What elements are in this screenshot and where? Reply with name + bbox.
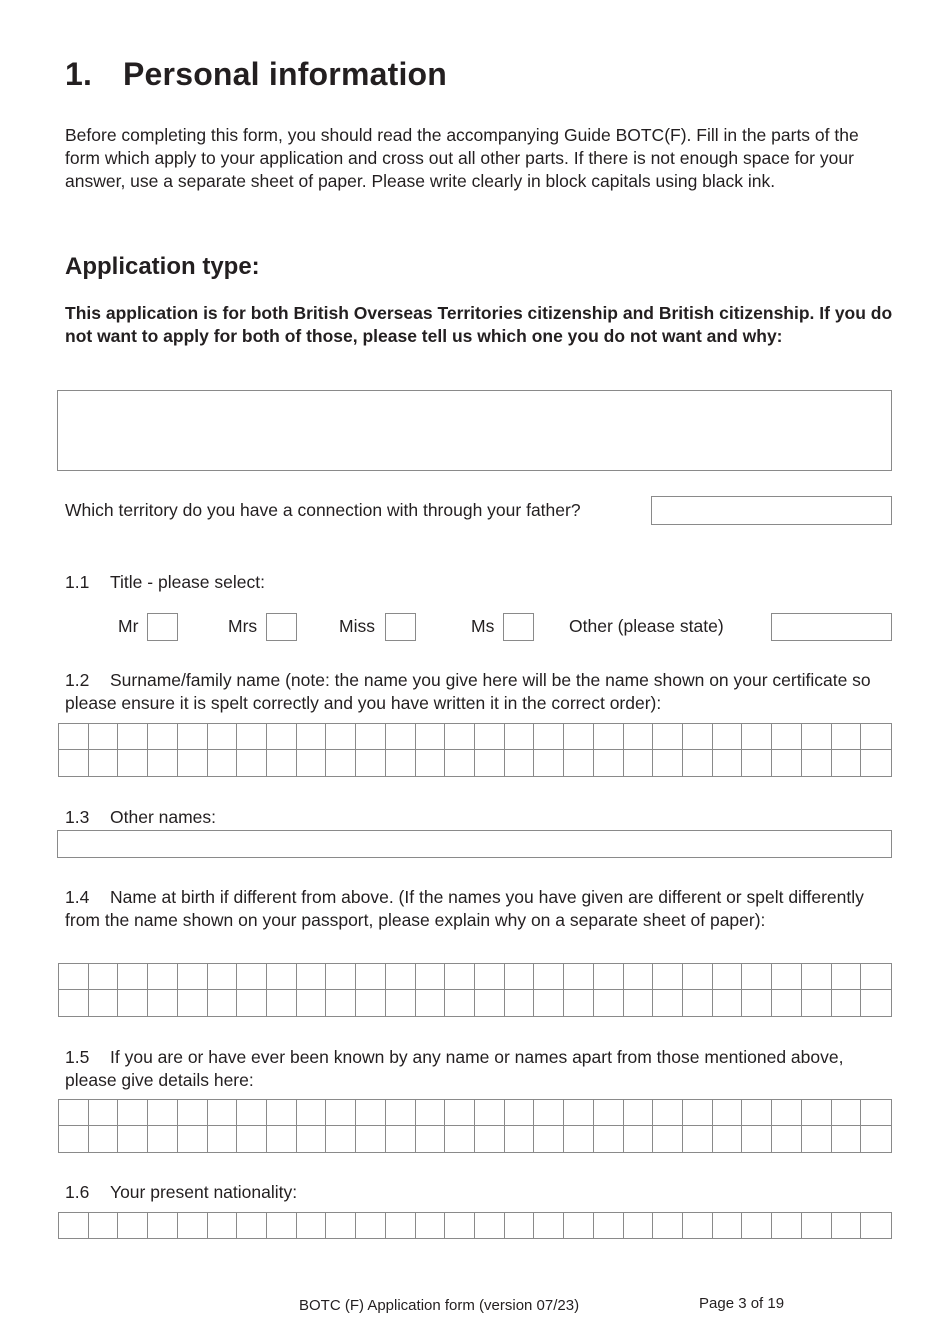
intro-text: Before completing this form, you should read the accompanying Guide BOTC(F). Fill in the parts of the form which apply to your application and cross out all other parts. If there is not enough space for your answer, use a separate sheet of paper. Please write clearly in block capitals using black ink.	[65, 125, 859, 191]
character-box[interactable]	[416, 750, 446, 776]
character-box[interactable]	[594, 724, 624, 750]
character-box[interactable]	[861, 1100, 891, 1126]
character-box[interactable]	[475, 990, 505, 1016]
character-box[interactable]	[475, 1213, 505, 1238]
character-box[interactable]	[861, 1126, 891, 1152]
character-box[interactable]	[416, 1126, 446, 1152]
character-box[interactable]	[267, 990, 297, 1016]
nationality-grid[interactable]	[58, 1212, 892, 1239]
character-box[interactable]	[386, 724, 416, 750]
character-box[interactable]	[594, 1126, 624, 1152]
title-other-field[interactable]	[771, 613, 892, 641]
character-box[interactable]	[594, 990, 624, 1016]
character-box[interactable]	[356, 990, 386, 1016]
character-box[interactable]	[148, 990, 178, 1016]
character-box[interactable]	[475, 964, 505, 990]
character-box[interactable]	[624, 1213, 654, 1238]
application-type-heading: Application type:	[65, 253, 260, 280]
character-box[interactable]	[89, 1126, 119, 1152]
character-box[interactable]	[653, 724, 683, 750]
character-box[interactable]	[683, 724, 713, 750]
character-box[interactable]	[356, 1213, 386, 1238]
character-box[interactable]	[683, 1100, 713, 1126]
character-box[interactable]	[445, 990, 475, 1016]
character-box[interactable]	[475, 1126, 505, 1152]
character-box[interactable]	[59, 1126, 89, 1152]
character-box[interactable]	[475, 724, 505, 750]
territory-label: Which territory do you have a connection with through your father?	[65, 500, 581, 520]
q1-5-number: 1.5	[65, 1047, 90, 1067]
character-box[interactable]	[445, 1100, 475, 1126]
character-box[interactable]	[772, 724, 802, 750]
character-box[interactable]	[713, 990, 743, 1016]
character-box[interactable]	[178, 724, 208, 750]
character-box[interactable]	[267, 750, 297, 776]
character-box[interactable]	[832, 1100, 862, 1126]
character-box[interactable]	[178, 750, 208, 776]
character-box[interactable]	[356, 1100, 386, 1126]
character-box[interactable]	[208, 750, 238, 776]
character-box[interactable]	[59, 750, 89, 776]
character-box[interactable]	[505, 990, 535, 1016]
character-box[interactable]	[713, 1100, 743, 1126]
character-box[interactable]	[534, 724, 564, 750]
character-box[interactable]	[534, 964, 564, 990]
character-box[interactable]	[445, 1213, 475, 1238]
character-box[interactable]	[534, 750, 564, 776]
q1-2-label: Surname/family name (note: the name you give here will be the name shown on your certificate so please ensure it is spelt correctly and you have written it in the correct order):	[65, 670, 871, 713]
character-box[interactable]	[267, 1126, 297, 1152]
q1-4-question	[65, 886, 895, 932]
character-box[interactable]	[683, 1213, 713, 1238]
character-box[interactable]	[861, 990, 891, 1016]
q1-5-label: If you are or have ever been known by any name or names apart from those mentioned above, please give details here:	[65, 1047, 844, 1090]
character-box[interactable]	[59, 990, 89, 1016]
character-box[interactable]	[208, 724, 238, 750]
character-box[interactable]	[445, 964, 475, 990]
character-box[interactable]	[713, 1126, 743, 1152]
character-box[interactable]	[742, 964, 772, 990]
character-box[interactable]	[267, 1100, 297, 1126]
character-box[interactable]	[386, 1100, 416, 1126]
character-box[interactable]	[653, 990, 683, 1016]
character-box[interactable]	[326, 750, 356, 776]
character-box[interactable]	[178, 1213, 208, 1238]
character-box[interactable]	[742, 1100, 772, 1126]
name-at-birth-grid[interactable]	[58, 963, 892, 1017]
character-box[interactable]	[118, 964, 148, 990]
character-box[interactable]	[683, 1126, 713, 1152]
character-box[interactable]	[386, 964, 416, 990]
character-box[interactable]	[89, 990, 119, 1016]
character-box[interactable]	[683, 990, 713, 1016]
character-box[interactable]	[475, 1100, 505, 1126]
character-box[interactable]	[326, 1100, 356, 1126]
character-box[interactable]	[297, 1100, 327, 1126]
character-box[interactable]	[624, 990, 654, 1016]
character-box[interactable]	[118, 1100, 148, 1126]
character-box[interactable]	[832, 1126, 862, 1152]
character-box[interactable]	[267, 1213, 297, 1238]
character-box[interactable]	[59, 1100, 89, 1126]
character-box[interactable]	[416, 724, 446, 750]
character-box[interactable]	[742, 1126, 772, 1152]
character-box[interactable]	[564, 1213, 594, 1238]
character-box[interactable]	[653, 1126, 683, 1152]
character-box[interactable]	[237, 990, 267, 1016]
character-box[interactable]	[832, 990, 862, 1016]
character-box[interactable]	[445, 724, 475, 750]
character-box[interactable]	[59, 724, 89, 750]
title-option-miss-label: Miss	[339, 616, 375, 636]
q1-4-label: Name at birth if different from above. (If the names you have given are different or spelt differently from the name shown on your passport, please explain why on a separate sheet of paper):	[65, 887, 864, 930]
character-box[interactable]	[594, 1213, 624, 1238]
character-box[interactable]	[505, 964, 535, 990]
character-box[interactable]	[326, 990, 356, 1016]
character-box[interactable]	[356, 1126, 386, 1152]
character-box[interactable]	[653, 1213, 683, 1238]
character-box[interactable]	[178, 1126, 208, 1152]
q1-4-number: 1.4	[65, 887, 90, 907]
character-box[interactable]	[505, 724, 535, 750]
character-box[interactable]	[118, 724, 148, 750]
character-box[interactable]	[683, 750, 713, 776]
application-type-answer-field[interactable]	[57, 390, 892, 471]
character-box[interactable]	[802, 990, 832, 1016]
character-box[interactable]	[178, 990, 208, 1016]
character-box[interactable]	[416, 1100, 446, 1126]
character-box[interactable]	[564, 1100, 594, 1126]
character-box[interactable]	[237, 1100, 267, 1126]
character-box[interactable]	[416, 990, 446, 1016]
character-box[interactable]	[118, 1126, 148, 1152]
character-box[interactable]	[237, 1213, 267, 1238]
q1-3-label: Other names:	[110, 807, 217, 827]
character-box[interactable]	[772, 990, 802, 1016]
character-box[interactable]	[713, 1213, 743, 1238]
q1-5-question	[65, 1046, 895, 1092]
character-box[interactable]	[416, 1213, 446, 1238]
character-box[interactable]	[802, 964, 832, 990]
character-box[interactable]	[208, 1213, 238, 1238]
character-box[interactable]	[356, 964, 386, 990]
q1-6-question	[65, 1181, 297, 1204]
character-box[interactable]	[89, 1100, 119, 1126]
character-box[interactable]	[624, 964, 654, 990]
title-mr-checkbox[interactable]	[147, 613, 178, 641]
character-box[interactable]	[208, 1126, 238, 1152]
q1-1-question	[65, 571, 265, 594]
character-box[interactable]	[148, 724, 178, 750]
character-box[interactable]	[208, 990, 238, 1016]
character-box[interactable]	[505, 750, 535, 776]
character-box[interactable]	[89, 1213, 119, 1238]
character-box[interactable]	[326, 1126, 356, 1152]
q1-2-number: 1.2	[65, 670, 90, 690]
character-box[interactable]	[742, 750, 772, 776]
character-box[interactable]	[742, 1213, 772, 1238]
character-box[interactable]	[505, 1213, 535, 1238]
character-box[interactable]	[356, 750, 386, 776]
character-box[interactable]	[237, 724, 267, 750]
character-box[interactable]	[594, 750, 624, 776]
character-box[interactable]	[297, 724, 327, 750]
title-option-mrs-label: Mrs	[228, 616, 258, 636]
title-ms-checkbox[interactable]	[503, 613, 534, 641]
character-box[interactable]	[742, 990, 772, 1016]
character-box[interactable]	[534, 990, 564, 1016]
character-box[interactable]	[326, 724, 356, 750]
character-box[interactable]	[861, 964, 891, 990]
character-box[interactable]	[713, 964, 743, 990]
character-box[interactable]	[148, 750, 178, 776]
character-box[interactable]	[802, 1213, 832, 1238]
character-box[interactable]	[386, 750, 416, 776]
character-box[interactable]	[237, 964, 267, 990]
character-box[interactable]	[832, 964, 862, 990]
character-box[interactable]	[416, 964, 446, 990]
character-box[interactable]	[564, 990, 594, 1016]
character-box[interactable]	[148, 1126, 178, 1152]
character-box[interactable]	[564, 750, 594, 776]
character-box[interactable]	[624, 1100, 654, 1126]
character-box[interactable]	[118, 1213, 148, 1238]
character-box[interactable]	[59, 964, 89, 990]
character-box[interactable]	[653, 750, 683, 776]
character-box[interactable]	[386, 1213, 416, 1238]
character-box[interactable]	[683, 964, 713, 990]
character-box[interactable]	[594, 1100, 624, 1126]
character-box[interactable]	[772, 1100, 802, 1126]
q1-3-number: 1.3	[65, 807, 90, 827]
character-box[interactable]	[772, 1126, 802, 1152]
character-box[interactable]	[297, 990, 327, 1016]
character-box[interactable]	[534, 1213, 564, 1238]
title-miss-checkbox[interactable]	[385, 613, 416, 641]
character-box[interactable]	[178, 964, 208, 990]
character-box[interactable]	[148, 1100, 178, 1126]
q1-6-number: 1.6	[65, 1182, 90, 1202]
character-box[interactable]	[297, 1126, 327, 1152]
application-type-instruction: This application is for both British Overseas Territories citizenship and British citizenship. If you do not want to apply for both of those, please tell us which one you do not want and why:	[65, 303, 893, 346]
character-box[interactable]	[832, 724, 862, 750]
character-box[interactable]	[326, 1213, 356, 1238]
character-box[interactable]	[237, 1126, 267, 1152]
character-box[interactable]	[594, 964, 624, 990]
character-box[interactable]	[297, 964, 327, 990]
character-box[interactable]	[653, 964, 683, 990]
character-box[interactable]	[89, 724, 119, 750]
character-box[interactable]	[118, 990, 148, 1016]
title-option-other-label: Other (please state)	[569, 616, 724, 636]
q1-1-number: 1.1	[65, 572, 90, 592]
q1-1-label: Title - please select:	[110, 572, 265, 592]
character-box[interactable]	[861, 724, 891, 750]
character-box[interactable]	[118, 750, 148, 776]
character-box[interactable]	[445, 750, 475, 776]
character-box[interactable]	[772, 1213, 802, 1238]
territory-field[interactable]	[651, 496, 892, 525]
character-box[interactable]	[802, 724, 832, 750]
title-option-mr-label: Mr	[118, 616, 139, 636]
character-box[interactable]	[208, 964, 238, 990]
character-box[interactable]	[802, 1126, 832, 1152]
character-box[interactable]	[505, 1100, 535, 1126]
character-box[interactable]	[148, 964, 178, 990]
character-box[interactable]	[624, 1126, 654, 1152]
character-box[interactable]	[861, 1213, 891, 1238]
character-box[interactable]	[267, 964, 297, 990]
footer-page-number: Page 3 of 19	[699, 1295, 785, 1312]
character-box[interactable]	[713, 750, 743, 776]
character-box[interactable]	[178, 1100, 208, 1126]
character-box[interactable]	[624, 750, 654, 776]
character-box[interactable]	[653, 1100, 683, 1126]
title-option-ms-label: Ms	[471, 616, 495, 636]
footer-form-version: BOTC (F) Application form (version 07/23)	[299, 1297, 580, 1314]
character-box[interactable]	[564, 1126, 594, 1152]
character-box[interactable]	[802, 750, 832, 776]
character-box[interactable]	[832, 1213, 862, 1238]
page-title	[65, 56, 447, 93]
section-number: 1.	[65, 56, 93, 92]
character-box[interactable]	[475, 750, 505, 776]
character-box[interactable]	[802, 1100, 832, 1126]
character-box[interactable]	[148, 1213, 178, 1238]
title-mrs-checkbox[interactable]	[266, 613, 297, 641]
q1-6-label: Your present nationality:	[110, 1182, 298, 1202]
character-box[interactable]	[832, 750, 862, 776]
character-box[interactable]	[89, 964, 119, 990]
character-box[interactable]	[59, 1213, 89, 1238]
q1-3-question	[65, 806, 216, 829]
character-box[interactable]	[386, 1126, 416, 1152]
character-box[interactable]	[89, 750, 119, 776]
character-box[interactable]	[445, 1126, 475, 1152]
character-box[interactable]	[208, 1100, 238, 1126]
q1-2-question	[65, 669, 895, 715]
character-box[interactable]	[564, 964, 594, 990]
known-names-grid[interactable]	[58, 1099, 892, 1153]
character-box[interactable]	[742, 724, 772, 750]
character-box[interactable]	[534, 1126, 564, 1152]
character-box[interactable]	[564, 724, 594, 750]
character-box[interactable]	[267, 724, 297, 750]
character-box[interactable]	[326, 964, 356, 990]
character-box[interactable]	[356, 724, 386, 750]
character-box[interactable]	[534, 1100, 564, 1126]
character-box[interactable]	[861, 750, 891, 776]
character-box[interactable]	[297, 1213, 327, 1238]
character-box[interactable]	[505, 1126, 535, 1152]
character-box[interactable]	[713, 724, 743, 750]
other-names-field[interactable]	[57, 830, 892, 858]
character-box[interactable]	[237, 750, 267, 776]
character-box[interactable]	[772, 750, 802, 776]
character-box[interactable]	[386, 990, 416, 1016]
section-title: Personal information	[123, 56, 448, 92]
character-box[interactable]	[297, 750, 327, 776]
character-box[interactable]	[772, 964, 802, 990]
character-box[interactable]	[624, 724, 654, 750]
surname-grid[interactable]	[58, 723, 892, 777]
